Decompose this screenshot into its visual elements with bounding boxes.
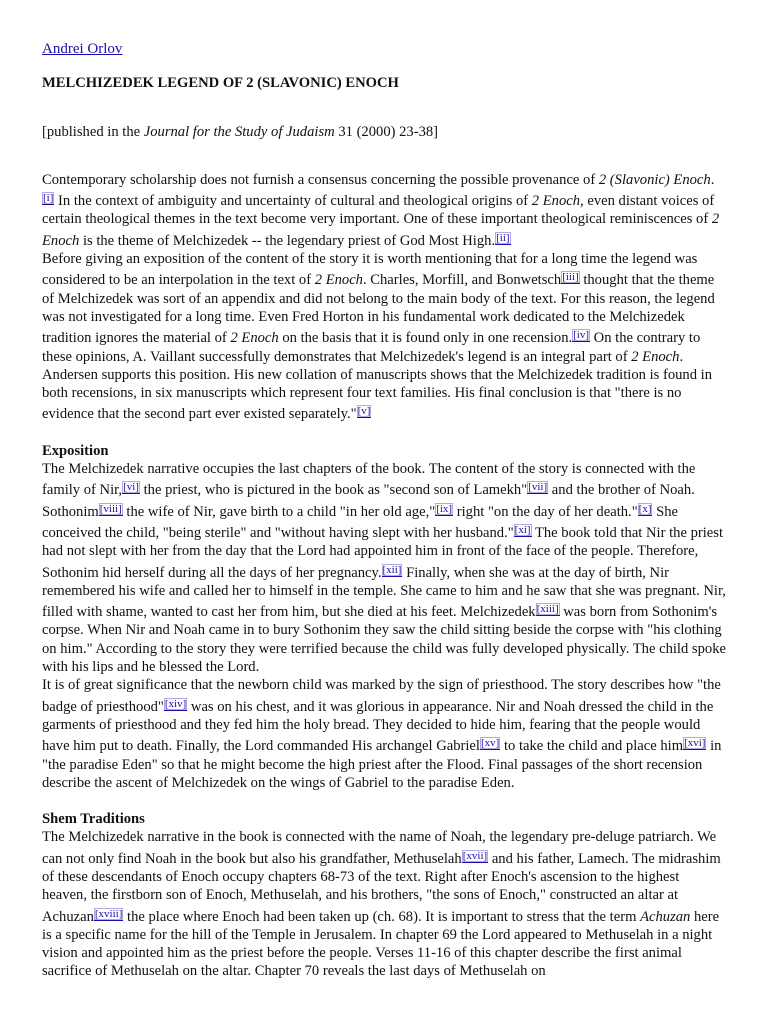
intro-emphasis: 2 Enoch [230,330,279,347]
exposition-text: was on his chest, and it was glorious in appearance. Nir and Noah dressed the child in the garments of priesthood and they fed him the holy bread. They decided to hide him, fearing that the people would have him put to death. Finally, the Lord commanded His archangel Gabriel [42,698,714,755]
footnote-link-ix[interactable]: [ix] [436,502,453,515]
shem-text: The Melchizedek narrative in the book is connected with the name of Noah, the legendary pre-deluge patriarch. We can not only find Noah in the book but also his grandfather, Methuselah [42,829,717,867]
intro-text: on the basis that it is found only in one recension. [278,330,573,347]
footnote-link-xviii[interactable]: [xviii] [94,907,123,920]
intro-text: Contemporary scholarship does not furnish a consensus concerning the possible provenance of [42,171,599,188]
exposition-paragraph-1 [42,460,726,676]
footnote-link-x[interactable]: [x] [638,502,652,515]
footnote-link-xvi[interactable]: [xvi] [684,737,706,750]
publication-suffix: 31 (2000) 23-38] [334,123,439,140]
exposition-text: She conceived the child, "being sterile" and "without having slept with her husband." [42,503,679,541]
exposition-text: The Melchizedek narrative occupies the last chapters of the book. The content of the story is connected with the family of Nir, [42,461,696,499]
footnote-link-viii[interactable]: [viii] [99,502,122,515]
intro-text: . Charles, Morfill, and Bonwetsch [362,272,562,289]
footnote-link-xi[interactable]: [xi] [514,523,531,536]
intro-paragraph-1 [42,171,726,250]
shem-emphasis: Achuzan [640,908,691,925]
footnote-link-vii[interactable]: [vii] [528,481,548,494]
footnote-link-xvii[interactable]: [xvii] [462,849,488,862]
footnote-link-ii[interactable]: [ii] [496,231,510,244]
author-link[interactable]: Andrei Orlov [42,41,123,57]
journal-name: Journal for the Study of Judaism [143,123,335,140]
exposition-text: right "on the day of her death." [453,503,638,520]
intro-emphasis: 2 Enoch, [531,193,584,210]
intro-text: is the theme of Melchizedek -- the legendary priest of God Most High. [79,232,496,249]
exposition-text: to take the child and place him [500,738,684,755]
intro-emphasis: 2 Enoch [631,348,680,365]
exposition-text: was born from Sothonim's corpse. When Nir and Noah came in to bury Sothonim they saw the child sitting beside the corpse with "his clothing on him." According to the story they were terrified because the child was fully developed physically. The child spoke with his lips and he blessed the Lord. [42,604,726,676]
footnote-link-v[interactable]: [v] [357,405,371,418]
shem-text: here is a specific name for the hill of the Temple in Jerusalem. In chapter 69 the Lord appeared to Methuselah in a night vision and appointed him as the priest before the people. Verses 11-16 of this chapter describe the first animal sacrifice of Methuselah on the altar. Chapter 70 reveals the last days of Methuselah on [42,908,720,980]
intro-emphasis: 2 (Slavonic) Enoch [598,171,711,188]
footnote-link-xv[interactable]: [xv] [480,737,500,750]
intro-text: Before giving an exposition of the content of the story it is worth mentioning that for a long time the legend was considered to be an interpolation in the text of [42,251,698,289]
shem-text: the place where Enoch had been taken up (ch. 68). It is important to stress that the term [123,908,641,925]
exposition-text: The book told that Nir the priest had not slept with her from the day that the Lord had appointed him in front of the face of the people. Therefore, Sothonim hid herself during all the days of her pregnancy. [42,524,724,581]
intro-emphasis: 2 Enoch [314,272,363,289]
intro-text: . Andersen supports this position. His new collation of manuscripts shows that the Melchizedek tradition is found in both recensions, in six manuscripts which represent four text families. His final conclusion is that "there is no evidence that the second part ever existed separately." [42,348,713,423]
footnote-link-i[interactable]: [i] [43,192,54,205]
exposition-paragraph-2 [42,676,726,792]
footnote-link-vi[interactable]: [vi] [123,481,139,494]
intro-text: On the contrary to these opinions, A. Vaillant successfully demonstrates that Melchizedek's legend is an integral part of [42,330,701,365]
intro-text: . [710,171,715,188]
footnote-link-iii[interactable]: [iii] [562,271,579,284]
intro-emphasis: 2 Enoch [42,211,720,249]
exposition-text: the wife of Nir, gave birth to a child "in her old age," [122,503,436,520]
footnote-link-iv[interactable]: [iv] [573,329,590,342]
section-heading-exposition: Exposition [42,442,109,459]
section-heading-shem-traditions: Shem Traditions [42,811,145,828]
shem-text: and his father, Lamech. The midrashim of these descendants of Enoch occupy chapters 68-73 of the text. Right after Enoch's ascension to the highest heaven, the firstborn son of Enoch, Methuselah, and his brothers, "the sons of Enoch," constructed an altar at Achuzan [42,850,721,925]
exposition-text: in "the paradise Eden" so that he might become the high priest after the Flood. Final passages of the short recension describe the ascent of Melchizedek on the wings of Gabriel to the paradise Eden. [42,738,722,791]
footnote-link-xii[interactable]: [xii] [382,563,402,576]
publication-prefix: [published in the [42,123,144,140]
exposition-text: the priest, who is pictured in the book as "second son of Lamekh" [139,482,528,499]
footnote-link-xiii[interactable]: [xiii] [536,603,559,616]
intro-section [42,171,726,424]
footnote-link-xiv[interactable]: [xiv] [164,697,187,710]
publication-line [42,123,726,141]
intro-text: In the context of ambiguity and uncertainty of cultural and theological origins of [54,193,532,210]
exposition-text: and the brother of Noah. Sothonim [42,482,695,520]
article-title: MELCHIZEDEK LEGEND OF 2 (SLAVONIC) ENOCH [42,75,399,92]
exposition-text: It is of great significance that the newborn child was marked by the sign of priesthood. The story describes how "the badge of priesthood" [42,677,721,715]
intro-text: even distant voices of certain theological themes in the text become very important. One of these important theological reminiscences of [42,193,715,228]
shem-paragraph-1 [42,828,726,980]
exposition-text: Finally, when she was at the day of birth, Nir remembered his wife and called her to himself in the temple. She came to him and he saw that she was pregnant. Nir, filled with shame, wanted to cast her from him, but she died at his feet. Melchizedek [42,564,726,621]
intro-text: thought that the theme of Melchizedek was sort of an appendix and did not belong to the main body of the text. For this reason, the legend was not investigated for a long time. Even Fred Horton in his fundamental work dedicated to the Melchizedek tradition ignores the material of [42,272,715,347]
intro-paragraph-2 [42,250,726,424]
